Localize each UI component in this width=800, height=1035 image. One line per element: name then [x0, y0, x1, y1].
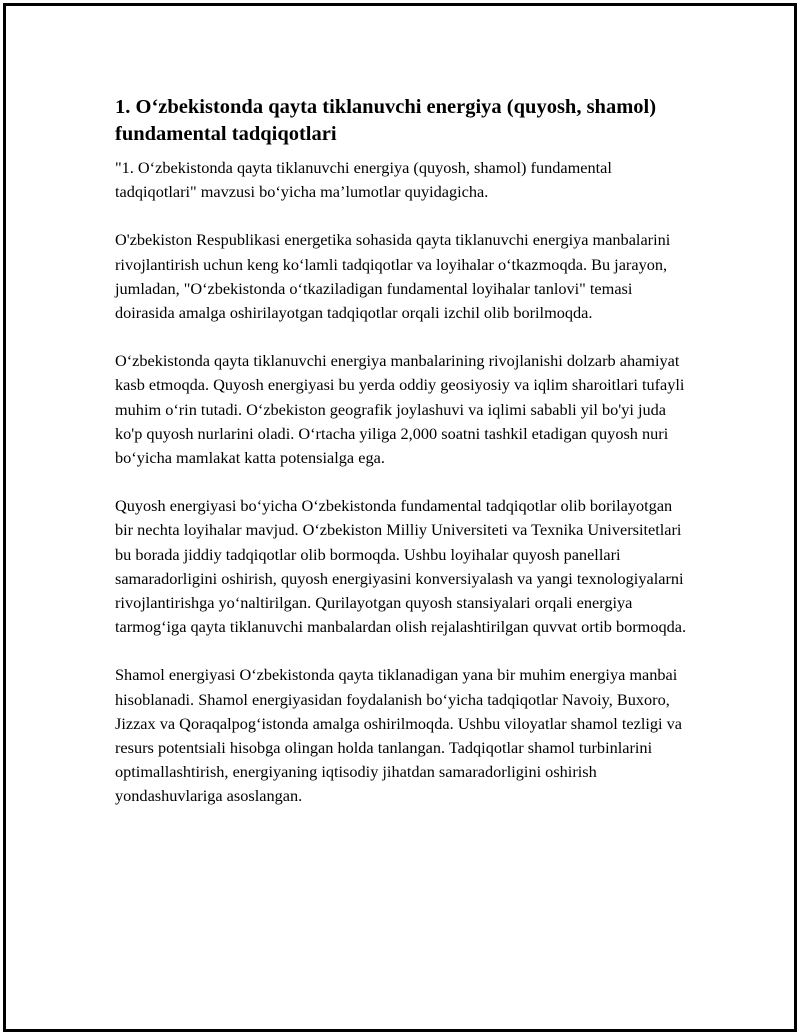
paragraph-intro: "1. O‘zbekistonda qayta tiklanuvchi energiya (quyosh, shamol) fundamental tadqiqotlari" mavzusi bo‘yicha ma’lumotlar quyidagicha.	[115, 158, 612, 202]
paragraph-wind-energy: Shamol energiyasi O‘zbekistonda qayta tiklanadigan yana bir muhim energiya manbai hisoblanadi. Shamol energiyasidan foydalanish bo‘yicha tadqiqotlar Navoiy, Buxoro, Jizzax va Qoraqalpog‘istonda amalga oshirilmoqda. Ushbu viloyatlar shamol tezligi va resurs potentsiali hisobga olingan holda tanlangan. Tadqiqotlar shamol turbinlarini optimallashtirish, energiyaning iqtisodiy jihatdan samaradorligini oshirish yondashuvlariga asoslangan.	[115, 665, 682, 806]
document-title: 1. O‘zbekistonda qayta tiklanuvchi energiya (quyosh, shamol) fundamental tadqiqotlari	[115, 96, 657, 145]
paragraph-overview: O'zbekiston Respublikasi energetika sohasida qayta tiklanuvchi energiya manbalarini rivojlantirish uchun keng ko‘lamli tadqiqotlar va loyihalar o‘tkazmoqda. Bu jarayon, jumladan, "O‘zbekistonda o‘tkaziladigan fundamental loyihalar tanlovi" temasi doirasida amalga oshirilayotgan tadqiqotlar orqali izchil olib borilmoqda.	[115, 230, 671, 323]
paragraph-solar-potential: O‘zbekistonda qayta tiklanuvchi energiya manbalarining rivojlanishi dolzarb ahamiyat kasb etmoqda. Quyosh energiyasi bu yerda oddiy geosiyosiy va iqlim sharoitlari tufayli muhim o‘rin tutadi. O‘zbekiston geografik joylashuvi va iqlimi sababli yil bo'yi juda ko'p quyosh nurlarini oladi. O‘rtacha yiliga 2,000 soatni tashkil etadigan quyosh nuri bo‘yicha mamlakat katta potensialga ega.	[115, 351, 685, 468]
paragraph-solar-research: Quyosh energiyasi bo‘yicha O‘zbekistonda fundamental tadqiqotlar olib borilayotgan bir nechta loyihalar mavjud. O‘zbekiston Milliy Universiteti va Texnika Universitetlari bu borada jiddiy tadqiqotlar olib bormoqda. Ushbu loyihalar quyosh panellari samaradorligini oshirish, quyosh energiyasini konversiyalash va yangi texnologiyalarni rivojlantirishga yo‘naltirilgan. Qurilayotgan quyosh stansiyalari orqali energiya tarmog‘iga qayta tiklanuvchi manbalardan olish rejalashtirilgan quvvat ortib bormoqda.	[115, 496, 687, 637]
document-body	[115, 94, 690, 833]
